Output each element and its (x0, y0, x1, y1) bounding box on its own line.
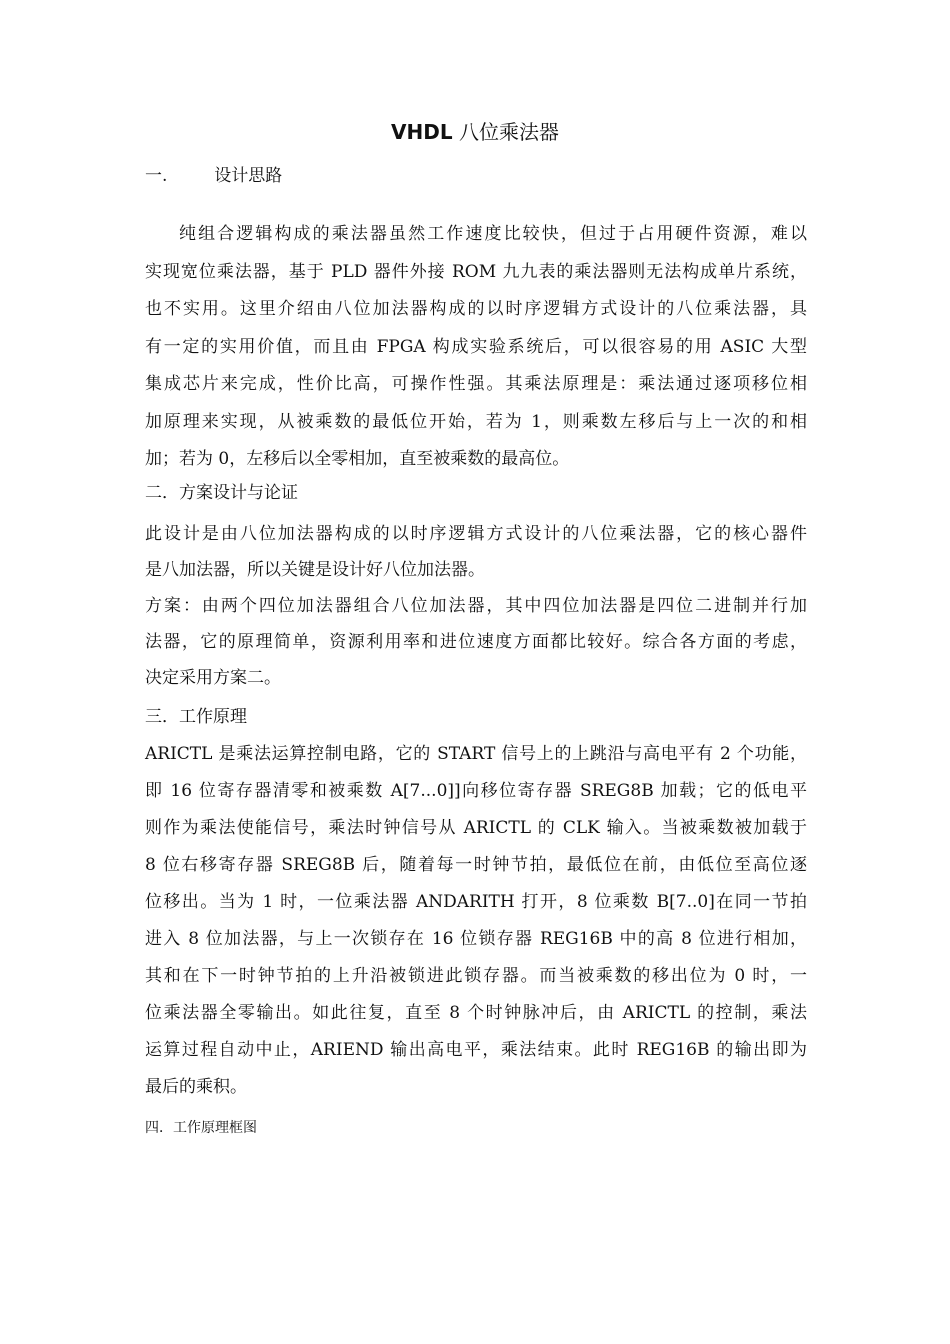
title-bold: VHDL (391, 120, 453, 144)
section-4-heading: 四．工作原理框图 (145, 1120, 257, 1136)
body-line: 位乘法器全零输出。如此往复，直至 8 个时钟脉冲后，由 ARICTL 的控制，乘法 (145, 1003, 807, 1023)
section-1-number: 一. (145, 166, 168, 186)
body-line: 其和在下一时钟节拍的上升沿被锁进此锁存器。而当被乘数的移出位为 0 时，一 (145, 966, 807, 986)
section-2-heading: 二．方案设计与论证 (145, 483, 298, 503)
body-line: 加；若为 0，左移后以全零相加，直至被乘数的最高位。 (145, 449, 570, 469)
section-1-heading (145, 163, 282, 189)
body-line: ARICTL 是乘法运算控制电路，它的 START 信号上的上跳沿与高电平有 2 个功能， (145, 744, 807, 764)
section-3-body (145, 736, 807, 1106)
section-1-title: 设计思路 (214, 166, 283, 186)
body-line: 8 位右移寄存器 SREG8B 后，随着每一时钟节拍，最低位在前，由低位至高位逐 (145, 855, 807, 875)
section-1-body (145, 216, 807, 479)
body-line: 即 16 位寄存器清零和被乘数 A[7...0]]向移位寄存器 SREG8B 加载；它的低电平 (145, 781, 807, 801)
document-title (0, 117, 950, 147)
body-line: 位移出。当为 1 时，一位乘法器 ANDARITH 打开，8 位乘数 B[7..0]在同一节拍 (145, 892, 807, 912)
title-rest: 八位乘法器 (452, 120, 559, 144)
body-line: 决定采用方案二。 (145, 668, 281, 688)
body-line: 加原理来实现，从被乘数的最低位开始，若为 1，则乘数左移后与上一次的和相 (145, 411, 807, 432)
section-2-body (145, 516, 807, 696)
body-line: 进入 8 位加法器，与上一次锁存在 16 位锁存器 REG16B 中的高 8 位进行相加， (145, 929, 807, 949)
body-line: 也不实用。这里介绍由八位加法器构成的以时序逻辑方式设计的八位乘法器，具 (145, 299, 807, 319)
body-line: 纯组合逻辑构成的乘法器虽然工作速度比较快，但过于占用硬件资源，难以 (179, 224, 807, 244)
section-3-heading: 三．工作原理 (145, 707, 247, 727)
body-line: 则作为乘法使能信号，乘法时钟信号从 ARICTL 的 CLK 输入。当被乘数被加载于 (145, 818, 807, 838)
body-line: 最后的乘积。 (145, 1077, 247, 1097)
body-line: 实现宽位乘法器，基于 PLD 器件外接 ROM 九九表的乘法器则无法构成单片系统， (145, 261, 807, 282)
body-line: 方案：由两个四位加法器组合八位加法器，其中四位加法器是四位二进制并行加 (145, 596, 807, 616)
body-line: 运算过程自动中止，ARIEND 输出高电平，乘法结束。此时 REG16B 的输出即为 (145, 1040, 807, 1060)
body-line: 集成芯片来完成，性价比高，可操作性强。其乘法原理是：乘法通过逐项移位相 (145, 374, 807, 394)
body-line: 有一定的实用价值，而且由 FPGA 构成实验系统后，可以很容易的用 ASIC 大型 (145, 336, 807, 357)
body-line: 是八加法器，所以关键是设计好八位加法器。 (145, 560, 485, 580)
body-line: 法器，它的原理简单，资源利用率和进位速度方面都比较好。综合各方面的考虑， (145, 632, 807, 652)
body-line: 此设计是由八位加法器构成的以时序逻辑方式设计的八位乘法器，它的核心器件 (145, 524, 807, 544)
